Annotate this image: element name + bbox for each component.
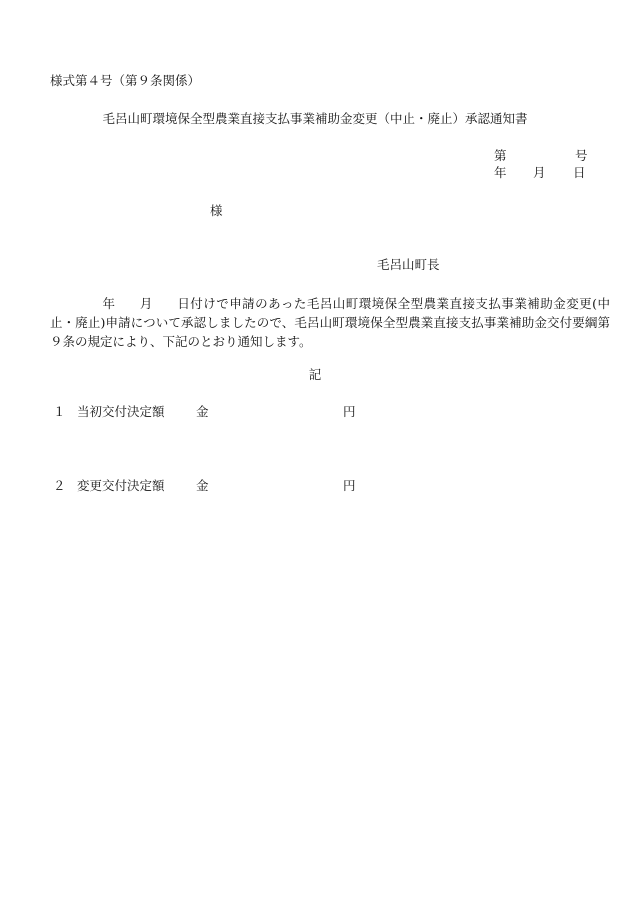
reference-number-suffix: 号	[575, 148, 588, 163]
date-year: 年	[494, 165, 507, 180]
item-label: 当初交付決定額	[77, 404, 165, 419]
item-number: １	[53, 404, 66, 419]
body-year: 年	[102, 296, 116, 311]
item-amount-prefix: 金	[196, 478, 209, 493]
item-amount-unit: 円	[343, 478, 356, 493]
date-day: 日	[573, 165, 586, 180]
notification-body	[50, 294, 610, 351]
date-month: 月	[533, 165, 546, 180]
item-amount-prefix: 金	[196, 404, 209, 419]
recipient-honorific: 様	[210, 203, 223, 218]
document-title: 毛呂山町環境保全型農業直接支払事業補助金変更（中止・廃止）承認通知書	[102, 111, 528, 126]
body-text: 日付けで申請のあった毛呂山町環境保全型農業直接支払事業補助金変更(中止・廃止)申請について承認しましたので、毛呂山町環境保全型農業直接支払事業補助金交付要綱第９条の規定により、下記のとおり通知します。	[50, 296, 610, 349]
ki-heading: 記	[308, 367, 322, 382]
item-number: ２	[53, 478, 66, 493]
sender-name: 毛呂山町長	[377, 257, 440, 272]
reference-number-prefix: 第	[494, 148, 507, 163]
body-month: 月	[139, 296, 153, 311]
form-number: 様式第４号（第９条関係）	[50, 73, 201, 88]
item-label: 変更交付決定額	[77, 478, 165, 493]
item-amount-unit: 円	[343, 404, 356, 419]
